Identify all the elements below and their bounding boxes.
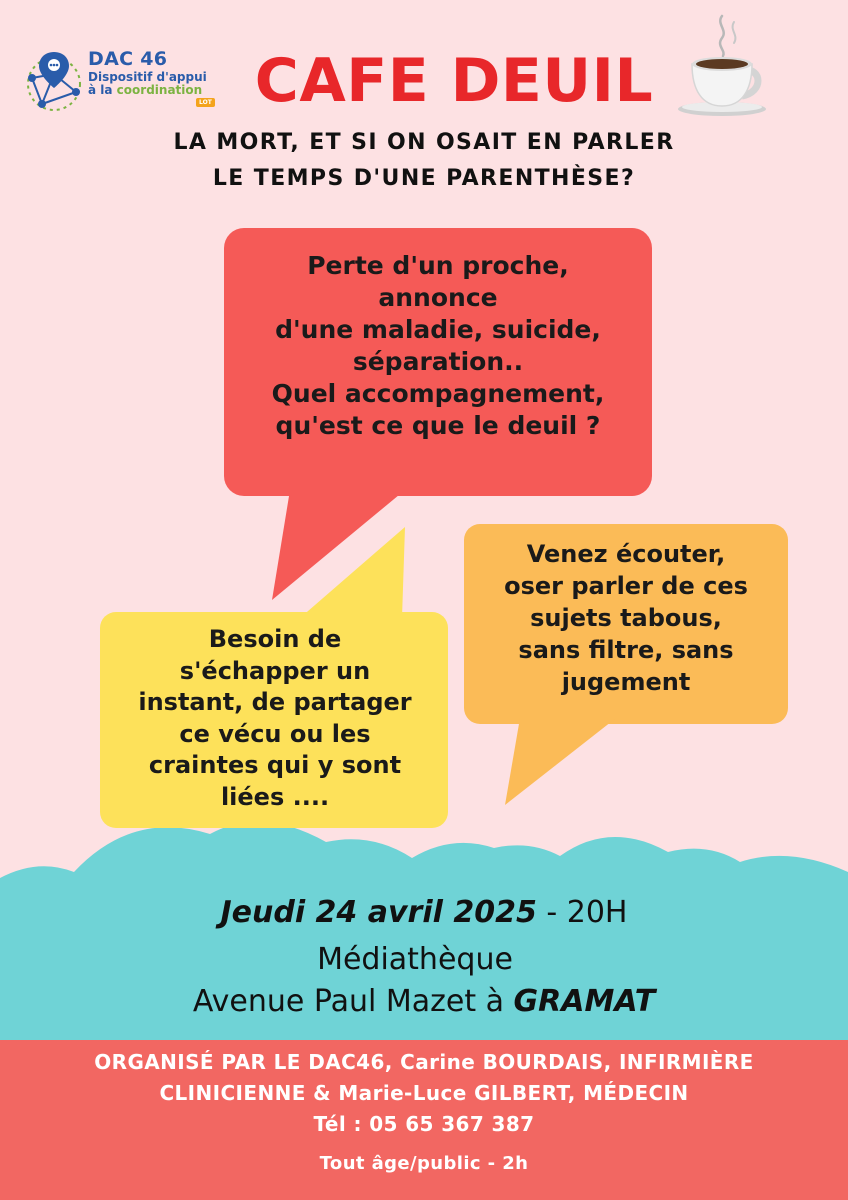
yellow-bubble-line: liées .... xyxy=(220,782,330,811)
event-date: Jeudi 24 avril 2025 xyxy=(220,895,537,930)
yellow-bubble-line: ce vécu ou les xyxy=(179,719,371,748)
event-time: - 20H xyxy=(536,895,628,930)
yellow-bubble-line: s'échapper un xyxy=(179,656,371,685)
event-address: Avenue Paul Mazet à GRAMAT xyxy=(192,984,656,1019)
red-bubble-line: annonce xyxy=(378,283,498,312)
audience-duration: Tout âge/public - 2h xyxy=(319,1153,529,1174)
orange-bubble-text xyxy=(466,538,786,698)
event-venue: Médiathèque xyxy=(317,942,513,977)
yellow-bubble-text xyxy=(102,624,448,813)
red-bubble-line: qu'est ce que le deuil ? xyxy=(275,411,601,440)
subtitle-line-1: LA MORT, ET SI ON OSAIT EN PARLER xyxy=(173,130,675,155)
event-city: GRAMAT xyxy=(513,984,656,1019)
yellow-bubble-line: instant, de partager xyxy=(138,688,412,716)
orange-bubble-line: sans filtre, sans xyxy=(518,636,734,664)
logo-subtitle-2: à la coordination xyxy=(88,83,203,97)
yellow-bubble-line: Besoin de xyxy=(208,625,342,653)
orange-bubble-line: sujets tabous, xyxy=(530,604,722,632)
red-bubble-line: Quel accompagnement, xyxy=(271,379,605,408)
orange-bubble-line: jugement xyxy=(561,668,691,696)
poster-title: CAFE DEUIL xyxy=(254,46,654,116)
red-bubble-line: Perte d'un proche, xyxy=(307,251,569,280)
organizer-line-1: ORGANISÉ PAR LE DAC46, Carine BOURDAIS, INFIRMIÈRE xyxy=(94,1050,754,1074)
yellow-bubble-line: craintes qui y sont xyxy=(148,751,402,779)
logo-title: DAC 46 xyxy=(88,48,168,70)
subtitle-line-2: LE TEMPS D'UNE PARENTHÈSE? xyxy=(212,166,636,191)
red-bubble-text xyxy=(228,250,648,442)
phone-number: Tél : 05 65 367 387 xyxy=(313,1112,535,1136)
orange-bubble-line: Venez écouter, xyxy=(526,540,726,568)
orange-bubble-line: oser parler de ces xyxy=(504,572,748,600)
event-date-time xyxy=(0,895,848,930)
logo-badge: LOT xyxy=(196,98,215,107)
logo-subtitle-1: Dispositif d'appui xyxy=(88,70,207,84)
red-bubble-line: séparation.. xyxy=(352,347,524,376)
organizer-line-2: CLINICIENNE & Marie-Luce GILBERT, MÉDECIN xyxy=(159,1081,689,1105)
red-bubble-line: d'une maladie, suicide, xyxy=(275,315,601,344)
